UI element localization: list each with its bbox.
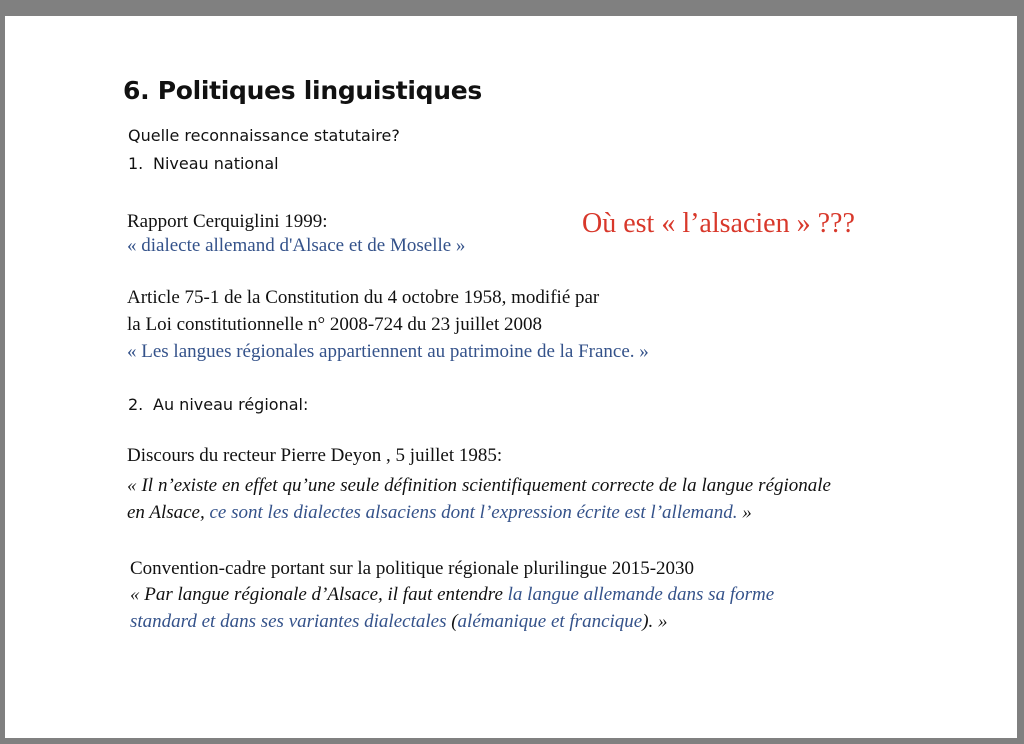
list-label: Au niveau régional:	[153, 395, 309, 414]
convention-title: Convention-cadre portant sur la politique régionale plurilingue 2015-2030	[130, 558, 695, 579]
deyon-quote	[127, 472, 831, 526]
convention-quote-blue: standard et dans ses variantes dialectales	[130, 611, 447, 632]
convention-quote-black: « Par langue régionale d’Alsace, il faut entendre	[130, 584, 503, 605]
cerquiglini-quote: « dialecte allemand d'Alsace et de Moselle »	[127, 235, 466, 256]
deyon-title: Discours du recteur Pierre Deyon , 5 juillet 1985:	[127, 445, 503, 466]
slide-title: 6. Politiques linguistiques	[123, 76, 483, 105]
list-label: Niveau national	[153, 154, 279, 173]
convention-quote-dialects: alémanique et francique	[457, 611, 643, 632]
window-right-border	[1017, 0, 1024, 744]
convention-quote-line-1	[130, 584, 774, 606]
article-line-2: la Loi constitutionnelle n° 2008-724 du 23 juillet 2008	[127, 314, 542, 335]
national-level-item	[128, 154, 279, 173]
list-number: 1.	[128, 154, 144, 173]
window-bottom-border	[0, 738, 1024, 744]
article-line-1: Article 75-1 de la Constitution du 4 octobre 1958, modifié par	[127, 287, 600, 308]
convention-quote-line-2	[130, 611, 668, 633]
subtitle-question: Quelle reconnaissance statutaire?	[128, 126, 400, 145]
deyon-quote-black: « Il n’existe en effet qu’une seule définition scientifiquement correcte de la langue régionale en Alsace,	[127, 475, 831, 523]
convention-quote-end: ). »	[642, 611, 668, 632]
list-number: 2.	[128, 395, 144, 414]
window-top-border	[0, 0, 1024, 16]
cerquiglini-title: Rapport Cerquiglini 1999:	[127, 211, 328, 232]
convention-quote-paren-open: (	[451, 611, 458, 632]
article-quote: « Les langues régionales appartiennent au patrimoine de la France. »	[127, 341, 649, 362]
deyon-quote-blue: ce sont les dialectes alsaciens dont l’expression écrite est l’allemand.	[209, 502, 738, 523]
regional-level-item	[128, 395, 308, 414]
callout-question: Où est « l’alsacien » ???	[582, 208, 855, 239]
deyon-quote-end: »	[742, 502, 752, 523]
convention-quote-blue: la langue allemande dans sa forme	[507, 584, 775, 605]
